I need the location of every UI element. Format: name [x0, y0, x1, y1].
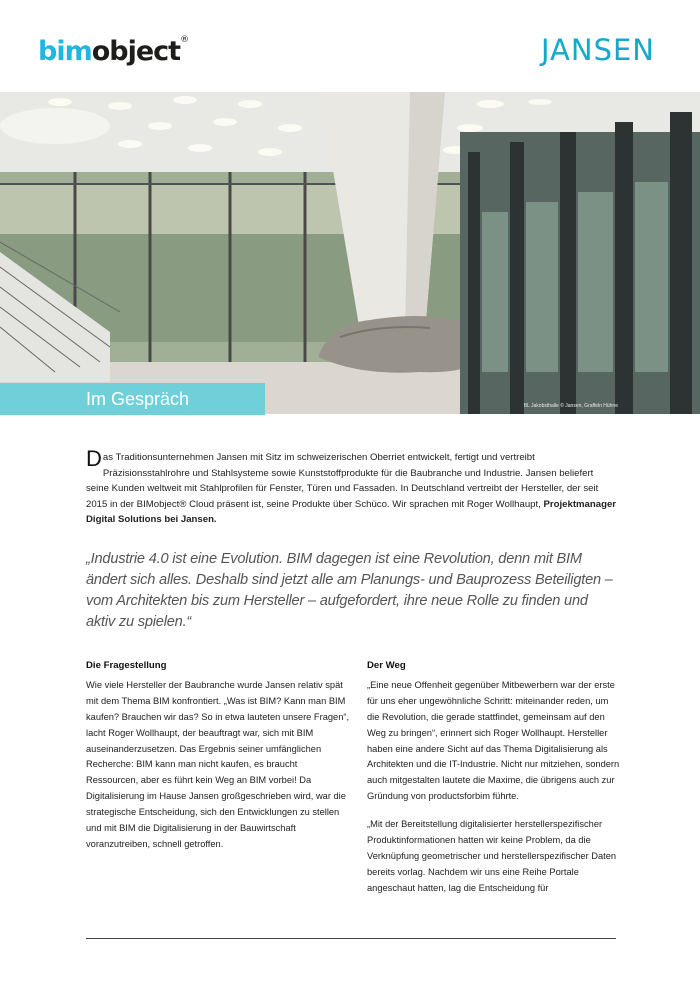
left-heading: Die Fragestellung	[86, 660, 167, 671]
left-column	[86, 658, 350, 865]
drop-cap: D	[86, 446, 102, 471]
bimobject-logo: bimobject®	[38, 35, 189, 67]
jansen-logo: JANSEN	[541, 33, 655, 67]
left-text: Wie viele Hersteller der Baubranche wurde Jansen relativ spät mit dem Thema BIM konfrontiert. „Was ist BIM? Kann man BIM kaufen? Brauchen wir das? So in etwa lauteten unsere Fragen“, lacht Roger Wollhaupt, der beauftragt war, sich mit BIM auseinanderzusetzen. Das Ergebnis seiner umfänglichen Recherche: BIM kann man nicht kaufen, es braucht Ressourcen, aber es führt kein Weg an BIM vorbei! Da Digitalisierung im Hause Jansen großgeschrieben wird, war die strategische Entscheidung, sich den Entwicklungen zu stellen und mit BIM die Digitalisierung in der Bauwirtschaft voranzutreiben, schnell getroffen.	[86, 679, 350, 849]
right-heading: Der Weg	[367, 660, 406, 671]
section-label: Im Gespräch	[86, 389, 190, 409]
right-text-2: „Mit der Bereitstellung digitalisierter herstellerspezifischer Produktinformationen hatten wir keine Problem, da die Verknüpfung geometrischer und herstellerspezifischer Daten bereits vorlag. Nachdem wir uns eine Reihe Portale angeschaut hatten, lag die Entscheidung für	[367, 819, 617, 893]
photo-caption: BL Jakobsthalle © Jansen, Graffeln Hühne	[523, 403, 618, 409]
section-label-banner	[0, 383, 265, 415]
intro-paragraph	[86, 446, 617, 528]
footer-divider	[86, 938, 616, 939]
intro-text: as Traditionsunternehmen Jansen mit Sitz im schweizerischen Oberriet entwickelt, fertigt und vertreibt Präzisionsstahlrohre und Stahlsysteme sowie Kunststoffprodukte für die Baubranche und Industrie. Jansen beliefert seine Kunden weltweit mit Stahlprofilen für Fenster, Türen und Fassaden. In Deutschland vertreibt der Hersteller, der seit 2015 in der BIMobject® Cloud präsent ist, seine Produkte über Schüco. Wir sprachen mit Roger Wollhaupt,	[86, 452, 599, 510]
right-text-1: „Eine neue Offenheit gegenüber Mitbewerbern war der erste für uns eher ungewöhnliche Schritt: miteinander reden, um die Revolution, die gerade stattfindet, gemeinsam auf den Weg zu bringen“, erinnert sich Roger Wollhaupt. Hersteller haben eine andere Sicht auf das Thema Digitalisierung als Architekten und die IT-Industrie. Nicht nur mitziehen, sondern auch mitgestalten lautete die Maxime, die übrigens auch zur Gründung von productsforbim führte.	[367, 679, 620, 802]
hero-photo	[0, 92, 700, 414]
right-column	[367, 658, 623, 909]
intro-role: Projektmanager Digital Solutions bei Jansen.	[86, 498, 617, 526]
pull-quote: „Industrie 4.0 ist eine Evolution. BIM dagegen ist eine Revolution, denn mit BIM ändert sich alles. Deshalb sind jetzt alle am Planungs- und Bauprozess Beteiligten – vom Architekten bis zum Hersteller – aufgefordert, ihre neue Rolle zu finden und aktiv zu spielen.“	[86, 551, 613, 630]
